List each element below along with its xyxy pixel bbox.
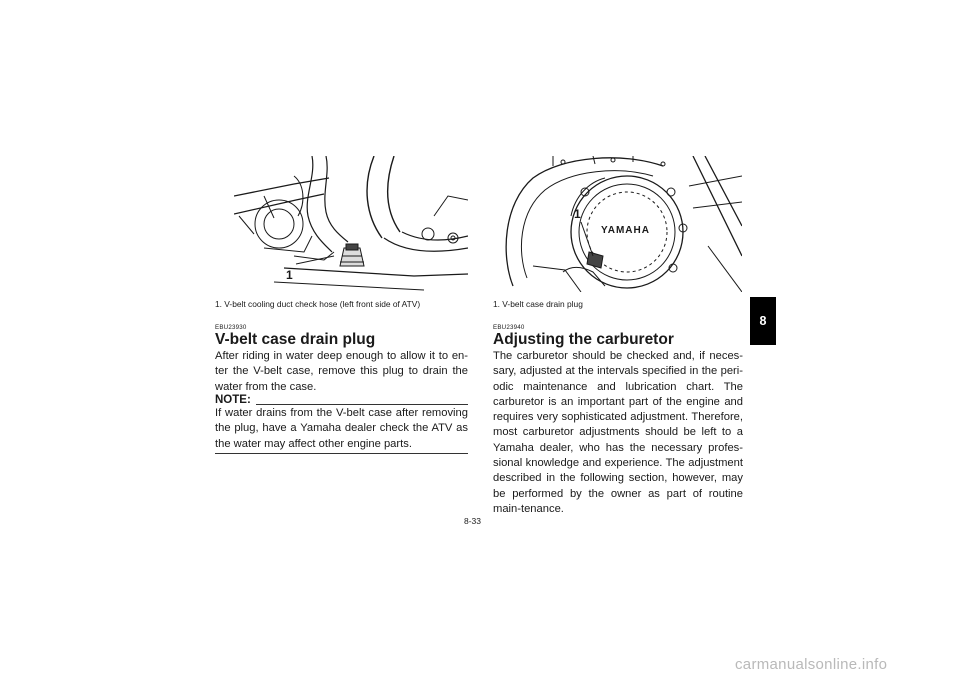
- drain-plug-paragraph: After riding in water deep enough to allow it to en-ter the V-belt case, remove this plug to drain the water from the case.: [215, 350, 468, 393]
- carburetor-illustration: [493, 156, 742, 292]
- figure-caption-right: 1. V-belt case drain plug: [493, 299, 583, 309]
- cover-brand-label: YAMAHA: [601, 225, 650, 236]
- section-heading-drain-plug: V-belt case drain plug: [215, 331, 376, 348]
- section-code: EBU23930: [215, 324, 247, 331]
- note-label: NOTE:: [215, 394, 251, 406]
- figure-caption-left: 1. V-belt cooling duct check hose (left front side of ATV): [215, 299, 421, 309]
- note-text: If water drains from the V-belt case after removing the plug, have a Yamaha dealer check the ATV as the water may affect other engine parts.: [215, 407, 468, 450]
- page-number: 8-33: [464, 516, 482, 526]
- section-code: EBU23940: [493, 324, 525, 331]
- carburetor-paragraph: The carburetor should be checked and, if neces-sary, adjusted at the intervals specified in the peri-odic maintenance and lubrication chart. The carburetor is an important part of the engine and requires very sophisticated adjustment. Therefore, most carburetor adjustments should be left to a Yamaha dealer, who has the necessary profes-sional knowledge and experience. The adjustment described in the following section, however, may be performed by the owner as part of routine main-tenance.: [493, 350, 743, 515]
- drain-hose-illustration: [234, 156, 468, 292]
- callout-number: 1: [286, 268, 293, 282]
- section-heading-carburetor: Adjusting the carburetor: [493, 331, 674, 348]
- note-divider-bottom: [215, 453, 468, 454]
- watermark: carmanualsonline.info: [735, 656, 888, 673]
- chapter-tab: 8: [750, 297, 776, 345]
- callout-number: 1: [574, 207, 581, 221]
- note-divider-top: [256, 404, 468, 405]
